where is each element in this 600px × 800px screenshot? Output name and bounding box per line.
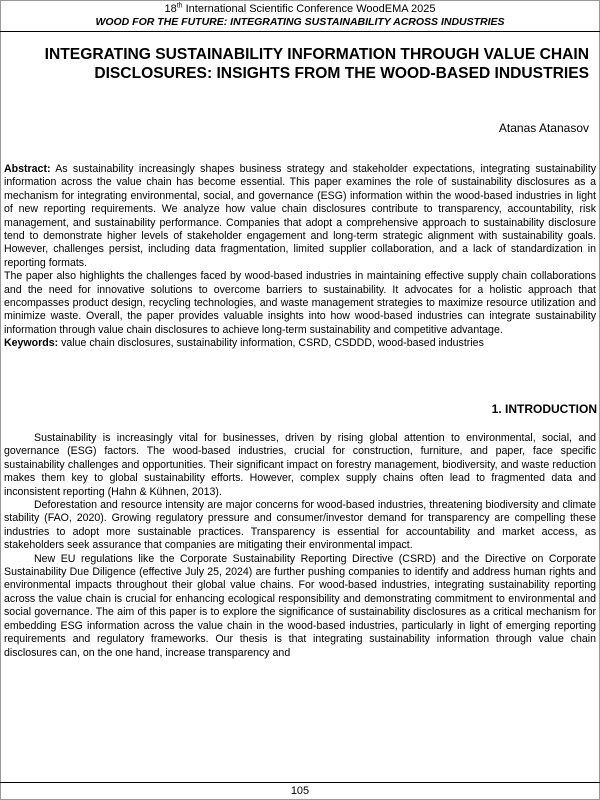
keywords-label: Keywords: (4, 337, 59, 350)
introduction-paragraph: Deforestation and resource intensity are major concerns for wood-based industries, threatening biodiversity and climate stability (FAO, 2020). Growing regulatory pressure and consumer/investor demand for transparency are compelling these industries to adopt more sustainable practices. Transparency is essential for accountability and market access, as stakeholders seek assurance that companies are mitigating their environmental impact. (4, 499, 596, 552)
introduction-paragraph: Sustainability is increasingly vital for businesses, driven by rising global attention to environmental, social, and governance (ESG) factors. The wood-based industries, crucial for construction, furniture, and paper, face specific sustainability challenges and opportunities. Their significant impact on forestry management, biodiversity, and waste reduction makes them key to global sustainability efforts. However, complex supply chains often lead to fragmented data and inconsistent reporting (Hahn & Kühnen, 2013). (4, 432, 596, 498)
abstract-paragraph-1 (4, 163, 596, 270)
abstract-text-1: As sustainability increasingly shapes business strategy and stakeholder expectations, integrating sustainability information across the value chain has become essential. This paper examines the role of sustainability disclosures as a mechanism for integrating environmental, social, and governance (ESG) information within the wood-based industries in light of new reporting requirements. We analyze how value chain disclosures contribute to transparency, accountability, risk management, and sustainability performance. Companies that adopt a comprehensive approach to sustainability disclosure tend to demonstrate higher levels of stakeholder engagement and long-term strategic alignment with sustainability goals. However, challenges persist, including data fragmentation, limited supplier collaboration, and a lack of standardization in reporting formats. (4, 163, 596, 269)
conference-name: International Scientific Conference WoodEMA 2025 (182, 3, 436, 15)
header-divider (0, 31, 600, 32)
paper-title: INTEGRATING SUSTAINABILITY INFORMATION THROUGH VALUE CHAIN DISCLOSURES: INSIGHTS FROM THE WOOD-BASED INDUSTRIES (44, 46, 589, 82)
abstract-section (4, 163, 596, 351)
conference-theme: WOOD FOR THE FUTURE: INTEGRATING SUSTAINABILITY ACROSS INDUSTRIES (95, 16, 505, 28)
page-number: 105 (290, 785, 310, 797)
paper-author: Atanas Atanasov (498, 121, 589, 135)
keywords-line (4, 337, 596, 350)
introduction-paragraph: New EU regulations like the Corporate Sustainability Reporting Directive (CSRD) and the Directive on Corporate Sustainability Due Diligence (effective July 25, 2024) are further pushing companies to identify and address human rights and environmental impacts throughout their global value chains. For wood-based industries, integrating sustainability reporting across the value chain is crucial for enhancing ecological responsibility and demonstrating commitment to environmental and social governance. The aim of this paper is to explore the significance of sustainability disclosures as a critical mechanism for embedding ESG information across the value chain in the wood-based industries, particularly in light of emerging reporting requirements and regulatory frameworks. Our thesis is that integrating sustainability information through value chain disclosures can, on the one hand, increase transparency and (4, 552, 596, 659)
footer-divider (0, 782, 600, 783)
introduction-section (4, 432, 596, 660)
abstract-label: Abstract: (4, 163, 51, 175)
conference-ordinal: 18 (164, 3, 177, 15)
keywords-text: value chain disclosures, sustainability information, CSRD, CSDDD, wood-based industries (58, 337, 484, 350)
conference-header (0, 3, 600, 16)
conference-ordinal-suffix: th (176, 2, 183, 10)
introduction-heading: 1. INTRODUCTION (491, 402, 597, 416)
abstract-paragraph-2: The paper also highlights the challenges faced by wood-based industries in maintaining effective supply chain collaborations and the need for innovative solutions to overcome barriers to sustainability. It advocates for a holistic approach that encompasses product design, recycling technologies, and waste management strategies to maximize resource utilization and minimize waste. Overall, the paper provides valuable insights into how wood-based industries can integrate sustainability information through value chain disclosures to achieve long-term sustainability and competitive advantage. (4, 270, 596, 336)
